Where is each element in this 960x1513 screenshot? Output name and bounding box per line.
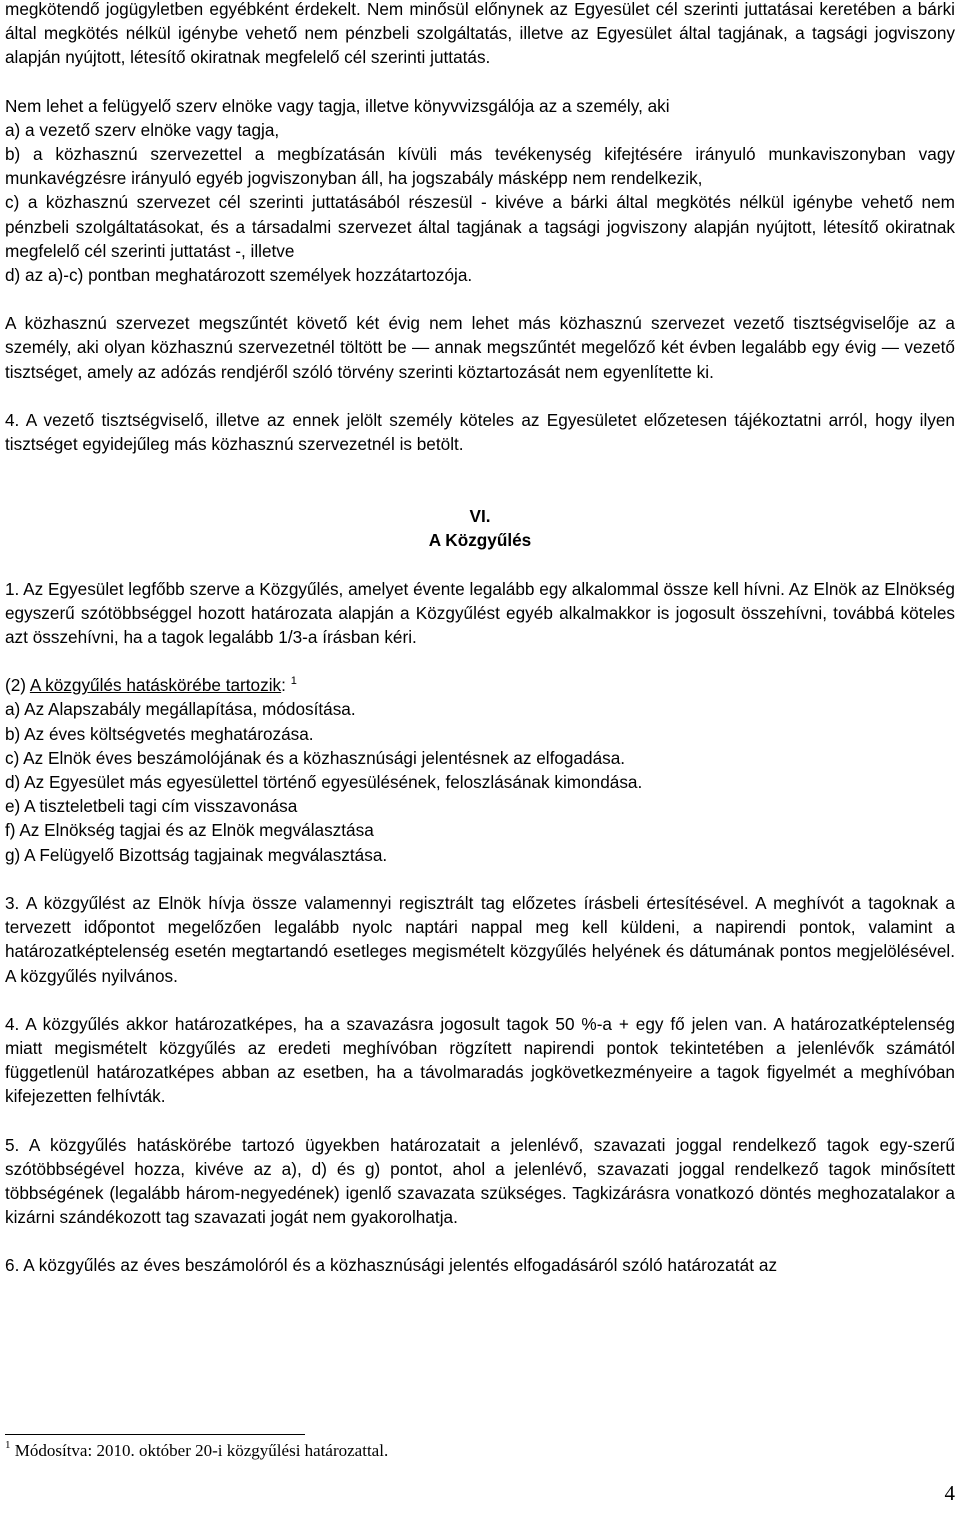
competence-item-g: g) A Felügyelő Bizottság tagjainak megválasztása. xyxy=(5,844,388,865)
conflict-item-a: a) a vezető szerv elnöke vagy tagja, xyxy=(5,119,280,140)
competence-suffix: : xyxy=(281,675,291,696)
conflict-item-c: c) a közhasznú szervezet cél szerinti juttatásából részesül - kivéve a bárki által megkötés nélkül igénybe vehető nem pénzbeli szolgáltatásokat, és a társadalmi szervezet által tagjának a tagsági jogviszony alapján nyújtott, létesítő okiratnak megfelelő cél szerinti juttatást -, illetve xyxy=(5,192,955,261)
competence-prefix: (2) xyxy=(5,675,30,696)
document-page xyxy=(5,0,955,1278)
conflict-lead: Nem lehet a felügyelő szerv elnöke vagy tagja, illetve könyvvizsgálója az a személy, aki xyxy=(5,95,670,116)
point-4-paragraph: 4. A vezető tisztségviselő, illetve az ennek jelölt személy köteles az Egyesületet előzetesen tájékoztatni arról, hogy ilyen tisztséget egyidejűleg más közhasznú szervezetnél is betölt. xyxy=(5,409,955,455)
footnote-text: Módosítva: 2010. október 20-i közgyűlési határozattal. xyxy=(10,1441,389,1460)
competence-item-c: c) Az Elnök éves beszámolójának és a közhasznúsági jelentésnek az elfogadása. xyxy=(5,747,626,768)
intro-paragraph: megkötendő jogügyletben egyébként érdekelt. Nem minősül előnynek az Egyesület cél szerinti juttatásai keretében a bárki által megkötés nélkül igénybe vehető nem pénzbeli szolgáltatás, illetve az Egyesület által tagjának, a tagsági jogviszony alapján nyújtott, létesítő okiratnak megfelelő cél szerinti juttatás. xyxy=(5,0,955,68)
footnote-divider xyxy=(5,1434,305,1435)
competence-item-d: d) Az Egyesület más egyesülettel történő egyesülésének, feloszlásának kimondása. xyxy=(5,772,643,793)
page-number: 4 xyxy=(944,1481,955,1505)
former-leader-paragraph: A közhasznú szervezet megszűntét követő két évig nem lehet más közhasznú szervezet vezető tisztségviselője az a személy, aki olyan közhasznú szervezetnél töltött be — annak megszűntét megelőző két évben legalább egy évig — vezető tisztséget, amely az adózás rendjéről szóló törvény szerinti köztartozását nem egyenlítette ki. xyxy=(5,313,955,382)
conflict-item-d: d) az a)-c) pontban meghatározott személyek hozzátartozója. xyxy=(5,265,473,286)
general-meeting-paragraph-5: 5. A közgyűlés hatáskörébe tartozó ügyekben határozatait a jelenlévő, szavazati joggal rendelkező tagok egy-szerű szótöbbségével hozza, kivéve az a), d) és g) pontot, ahol a jelenlévő, szavazati joggal rendelkező tagok minősített többségének (legalább három-negyedének) igenlő szavazata szükséges. Tagkizárásra vonatkozó döntés meghozatalakor a kizárni szándékozott tag szavazati jogát nem gyakorolhatja. xyxy=(5,1134,955,1228)
competence-item-f: f) Az Elnökség tagjai és az Elnök megválasztása xyxy=(5,820,374,841)
footnote-mark: 1 xyxy=(5,1439,11,1451)
conflict-item-b: b) a közhasznú szervezettel a megbízatásán kívüli más tevékenység kifejtésére irányuló munkaviszonyban vagy munkavégzésre irányuló egyéb jogviszonyban áll, ha jogszabály másképp nem rendelkezik, xyxy=(5,144,955,189)
competence-item-a: a) Az Alapszabály megállapítása, módosítása. xyxy=(5,699,356,720)
section-title: A Közgyűlés xyxy=(428,530,532,551)
conflict-of-interest-block xyxy=(5,94,955,288)
general-meeting-paragraph-4: 4. A közgyűlés akkor határozatképes, ha a szavazásra jogosult tagok 50 %-a + egy fő jelen van. A határozatképtelenség miatt megismételt közgyűlés az eredeti meghívóban rögzített napirendi pontok tekintetében a jelenlévők számától függetlenül határozatképes abban az esetben, ha a távolmaradás jogkövetkezményeire a tagok figyelmét a meghívóban kifejezetten felhívták. xyxy=(5,1013,955,1107)
competence-item-b: b) Az éves költségvetés meghatározása. xyxy=(5,723,314,744)
general-meeting-paragraph-3: 3. A közgyűlést az Elnök hívja össze valamennyi regisztrált tag előzetes írásbeli értesítésével. A meghívót a tagoknak a tervezett időpontot megelőzően legalább nyolc naptári nappal meg kell küldeni, a napirendi pontok, valamint a határozatképtelenség esetén megtartandó esetleges megismételt közgyűlés helyének és dátumának pontos megjelölésével. A közgyűlés nyilvános. xyxy=(5,892,955,986)
footnote-reference: 1 xyxy=(290,675,297,688)
general-meeting-paragraph-6: 6. A közgyűlés az éves beszámolóról és a közhasznúsági jelentés elfogadásáról szóló határozatát az xyxy=(5,1255,778,1276)
footnote xyxy=(5,1440,388,1462)
competence-underlined-title: A közgyűlés hatáskörébe tartozik xyxy=(29,675,282,696)
competence-heading xyxy=(5,673,955,697)
competence-item-e: e) A tiszteletbeli tagi cím visszavonása xyxy=(5,796,298,817)
section-number: VI. xyxy=(469,506,491,527)
general-meeting-paragraph-1: 1. Az Egyesület legfőbb szerve a Közgyűlés, amelyet évente legalább egy alkalommal össze kell hívni. Az Elnök az Elnökség egyszerű szótöbbséggel hozott határozata alapján a Közgyűlést egyéb alkalmakkor is jogosult összehívni, továbbá köteles azt összehívni, ha a tagok legalább 1/3-a írásban kéri. xyxy=(5,578,955,648)
